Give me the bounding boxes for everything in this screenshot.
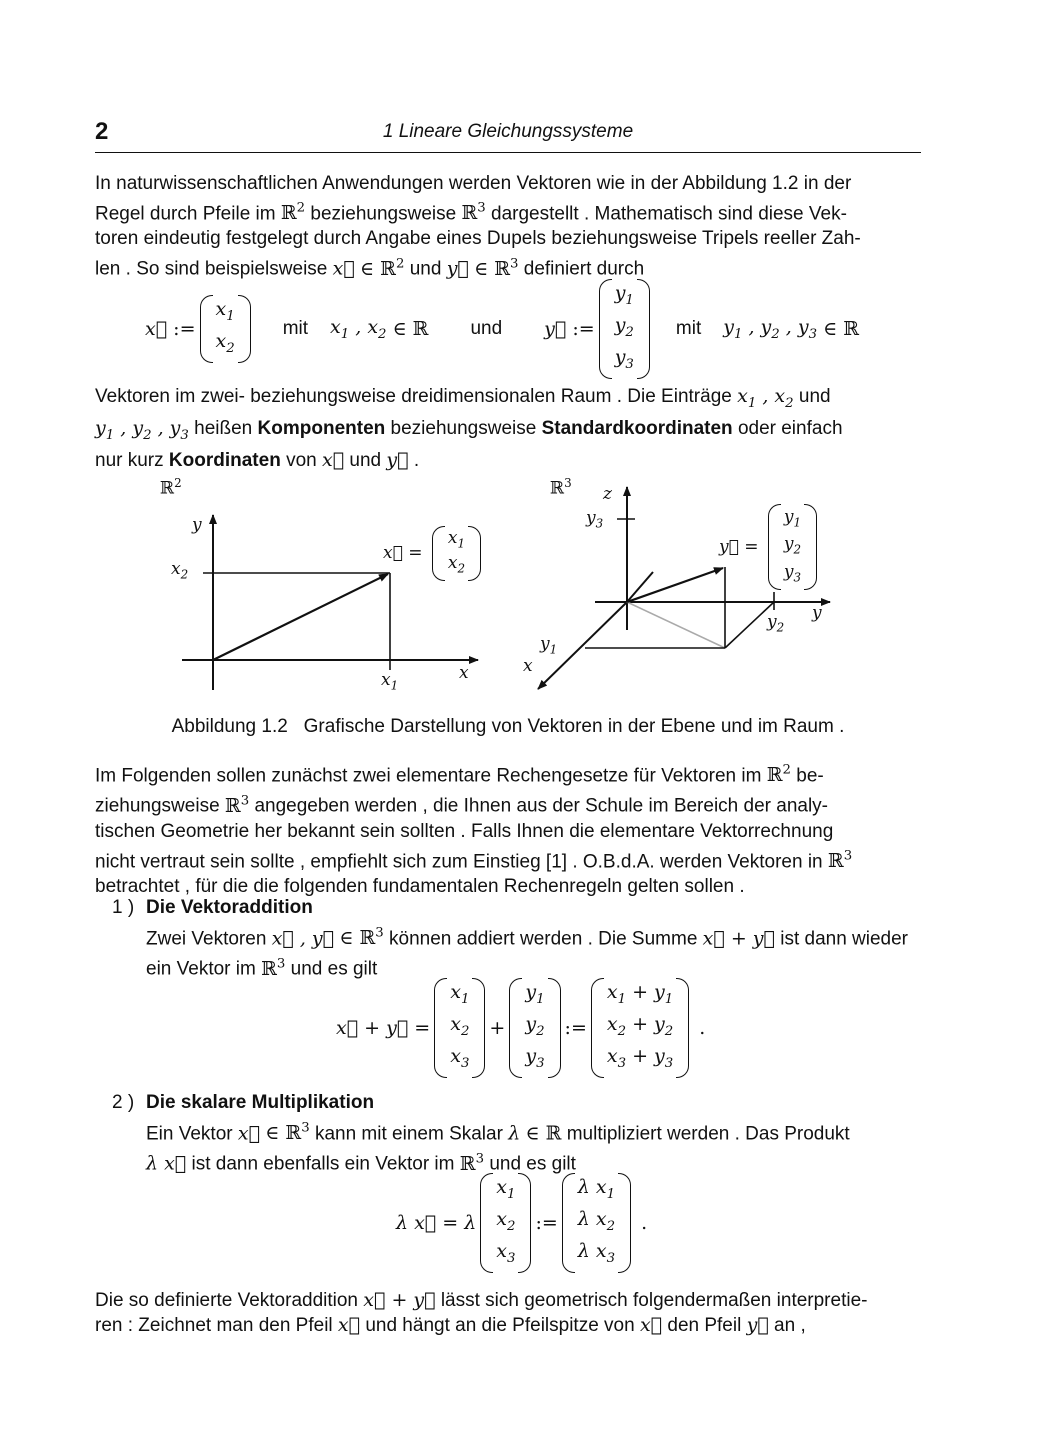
eq-word: mit bbox=[675, 318, 702, 339]
text-line: Im Folgenden sollen zunächst zwei elementare Rechengesetze für Vektoren im ℝ$^2$ be- bbox=[95, 763, 824, 787]
item1-text bbox=[146, 921, 921, 982]
running-title: 1 Lineare Gleichungssysteme bbox=[382, 121, 634, 142]
r3-x-label: x bbox=[523, 656, 533, 676]
eq-word: und bbox=[470, 318, 503, 339]
text-line: ein Vektor im ℝ$^3$ und es gilt bbox=[146, 956, 378, 980]
text-line: ziehungsweise ℝ$^3$ angegeben werden , die Ihnen aus der Schule im Bereich der analy- bbox=[95, 793, 829, 817]
r3-y-label: y bbox=[812, 603, 822, 623]
text-line: Vektoren im zwei- beziehungsweise dreidimensionalen Raum . Die Einträge $x_1$ , $x_2$ und bbox=[95, 385, 831, 411]
text-line: nicht vertraut sein sollte , empfiehlt sich zum Einstieg [1] . O.B.d.A. werden Vektoren in ℝ$^3$ bbox=[95, 848, 853, 872]
item-number: 2 ) bbox=[112, 1092, 135, 1113]
equation-scalar-multiplication: λ x⃗ = λ $x_1$ $x_2$ $x_3$ := λ $x_1$ λ $x_2$ λ $x_3$ . bbox=[396, 1183, 647, 1263]
r2-x-label: x bbox=[459, 663, 469, 683]
vector-y: $y_1$ $y_2$ $y_3$ bbox=[599, 279, 650, 378]
r2-space-label: ℝ$^2$ bbox=[160, 476, 182, 499]
r3-projection bbox=[627, 602, 725, 648]
equation-definition: x⃗ := $x_1$ $x_2$ mit $x_1$ , $x_2$ ∈ ℝ und y⃗ := $y_1$ $y_2$ $y_3$ mit $y_1$ , $y_2$ , $y_3$ ∈ ℝ bbox=[145, 290, 859, 368]
r3-vector-label: y⃗ = $y_1$ $y_2$ $y_3$ bbox=[719, 504, 821, 590]
text-line: betrachtet , für die die folgenden fundamentalen Rechenregeln gelten sollen . bbox=[95, 875, 745, 897]
paragraph-rules bbox=[95, 758, 921, 899]
equation-vector-addition: x⃗ + y⃗ = $x_1$ $x_2$ $x_3$ + $y_1$ $y_2$ $y_3$ := $x_1 + y_1$ $x_2 + y_2$ $x_3 + y_3$ . bbox=[336, 988, 705, 1068]
r2-x1-label: $x_1$ bbox=[381, 670, 399, 693]
text-line: λ x⃗ ist dann ebenfalls ein Vektor im ℝ$^3$ und es gilt bbox=[146, 1151, 576, 1175]
text-line: ren : Zeichnet man den Pfeil x⃗ und hängt an die Pfeilspitze von x⃗ den Pfeil y⃗ an , bbox=[95, 1314, 806, 1336]
r3-y3-label: $y_3$ bbox=[586, 508, 604, 531]
r2-x2-label: $x_2$ bbox=[171, 559, 189, 582]
vector-x: $x_1$ $x_2$ bbox=[200, 295, 251, 363]
r3-z-label: z bbox=[603, 484, 612, 504]
text-line: Regel durch Pfeile im ℝ$^2$ beziehungsweise ℝ$^3$ dargestellt . Mathematisch sind diese Vek- bbox=[95, 201, 847, 225]
item-title-scalar-multiplication: Die skalare Multiplikation bbox=[146, 1092, 375, 1113]
page-number: 2 bbox=[95, 118, 109, 145]
r3-space-label: ℝ$^3$ bbox=[550, 476, 572, 499]
paragraph-intro bbox=[95, 171, 921, 282]
page-header bbox=[95, 118, 921, 153]
figure-caption: Abbildung 1.2 Grafische Darstellung von Vektoren in der Ebene und im Raum . bbox=[171, 716, 845, 737]
text-line: $y_1$ , $y_2$ , $y_3$ heißen Komponenten beziehungsweise Standardkoordinaten oder einfach bbox=[95, 416, 843, 443]
item2-text bbox=[146, 1116, 921, 1177]
r2-vector-label: x⃗ = $x_1$ $x_2$ bbox=[383, 526, 485, 581]
text-line: len . So sind beispielsweise x⃗ ∈ ℝ$^2$ und y⃗ ∈ ℝ$^3$ definiert durch bbox=[95, 256, 645, 280]
r2-y-label: y bbox=[192, 515, 202, 535]
paragraph-interpretation bbox=[95, 1288, 921, 1338]
text-line: In naturwissenschaftlichen Anwendungen werden Vektoren wie in der Abbildung 1.2 in der bbox=[95, 173, 852, 194]
text-line: Die so definierte Vektoraddition x⃗ + y⃗ lässt sich geometrisch folgendermaßen interpretie- bbox=[95, 1289, 868, 1311]
r3-y1-label: $y_1$ bbox=[540, 634, 558, 657]
eq-word: mit bbox=[282, 318, 309, 339]
text-line: tischen Geometrie her bekannt sein sollten . Falls Ihnen die elementare Vektorrechnung bbox=[95, 820, 834, 842]
r2-vector-x bbox=[213, 574, 388, 660]
text-line: Zwei Vektoren x⃗ , y⃗ ∈ ℝ$^3$ können addiert werden . Die Summe x⃗ + y⃗ ist dann wieder bbox=[146, 926, 909, 950]
text-line: toren eindeutig festgelegt durch Angabe eines Dupels beziehungsweise Tripels reeller Zah- bbox=[95, 228, 861, 250]
r3-y2-label: $y_2$ bbox=[767, 612, 785, 635]
figure-vectors bbox=[95, 470, 921, 700]
text-line: Ein Vektor x⃗ ∈ ℝ$^3$ kann mit einem Skalar λ ∈ ℝ multipliziert werden . Das Produkt bbox=[146, 1121, 850, 1145]
item-number: 1 ) bbox=[112, 897, 135, 918]
paragraph-components bbox=[95, 384, 921, 473]
text-line: nur kurz Koordinaten von x⃗ und y⃗ . bbox=[95, 448, 420, 471]
item-title-vector-addition: Die Vektoraddition bbox=[146, 897, 313, 918]
